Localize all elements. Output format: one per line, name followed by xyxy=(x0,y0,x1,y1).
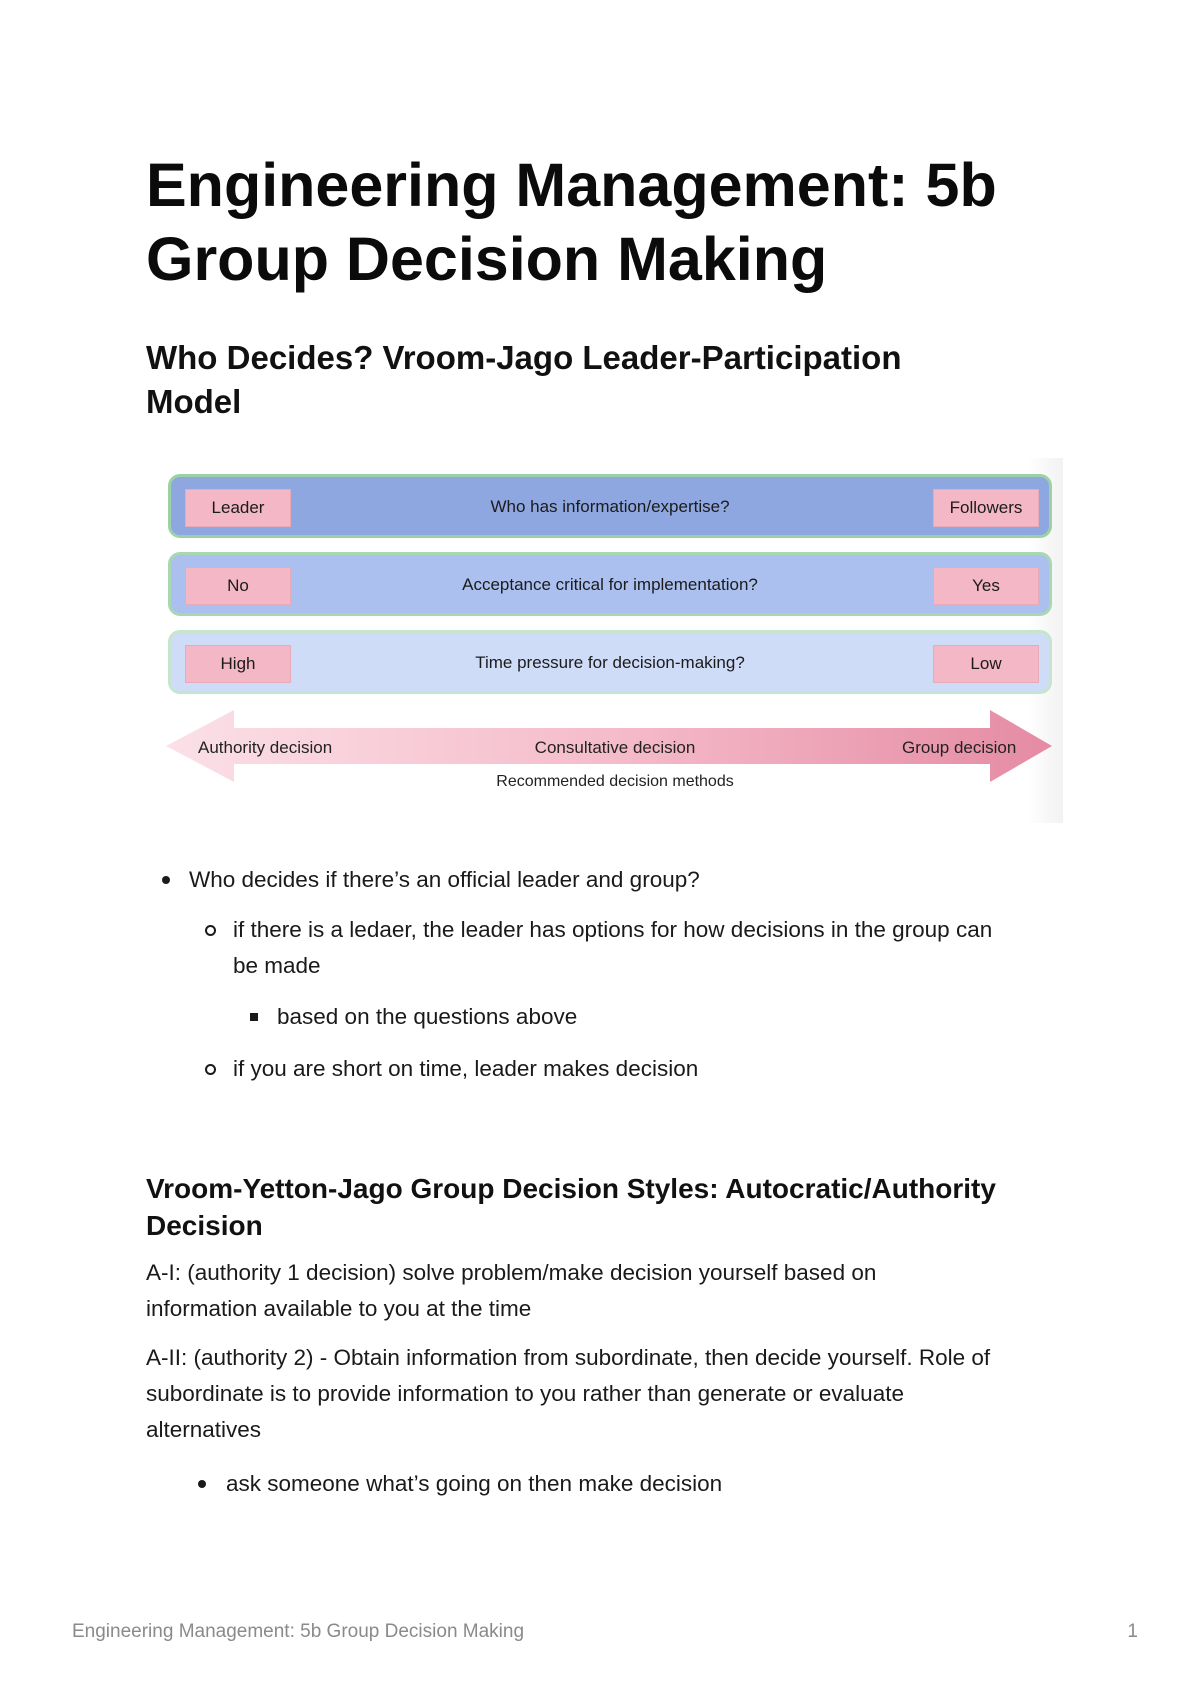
row-question: Time pressure for decision-making? xyxy=(475,653,745,672)
row-question: Acceptance critical for implementation? xyxy=(462,575,758,594)
list-item: Who decides if there’s an official leader and group? xyxy=(189,867,700,892)
bullet-dot-icon xyxy=(162,876,170,884)
arrow-label-consultative: Consultative decision xyxy=(534,738,696,757)
section-heading-line-2: Decision xyxy=(146,1210,263,1241)
paragraph-line-3: alternatives xyxy=(146,1417,262,1442)
arrow-label-group: Group decision xyxy=(902,738,1017,757)
row-left-label: No xyxy=(185,567,291,605)
page-title xyxy=(146,148,1106,296)
diagram-row-information xyxy=(168,474,1052,538)
page-title-line-2: Group Decision Making xyxy=(146,225,828,293)
list-item: based on the questions above xyxy=(277,1004,578,1029)
row-question: Who has information/expertise? xyxy=(490,497,730,516)
row-right-label: Yes xyxy=(933,567,1039,605)
paragraph-a2 xyxy=(146,1340,1066,1448)
paragraph-line-1: A-II: (authority 2) - Obtain information from subordinate, then decide yourself. Role of xyxy=(146,1345,991,1370)
row-right-label: Followers xyxy=(933,489,1039,527)
row-left-label: High xyxy=(185,645,291,683)
bullet-ring-icon xyxy=(205,925,216,936)
paragraph-a1 xyxy=(146,1255,1066,1327)
section-heading-line-1: Vroom-Yetton-Jago Group Decision Styles: Autocratic/Authority xyxy=(146,1173,996,1204)
section-heading-who-decides xyxy=(146,336,1076,424)
diagram-row-time-pressure xyxy=(168,630,1052,694)
section-heading-autocratic xyxy=(146,1170,1076,1244)
bullet-square-icon xyxy=(250,1013,258,1021)
row-right-label: Low xyxy=(933,645,1039,683)
list-item: if you are short on time, leader makes decision xyxy=(233,1056,699,1081)
leader-participation-diagram xyxy=(160,458,1063,823)
paragraph-line-1: A-I: (authority 1 decision) solve problem/make decision yourself based on xyxy=(146,1260,877,1285)
list-item-line-1: if there is a ledaer, the leader has options for how decisions in the group can xyxy=(233,917,993,942)
row-left-label: Leader xyxy=(185,489,291,527)
footer-title: Engineering Management: 5b Group Decision Making xyxy=(72,1621,525,1642)
diagram-row-acceptance xyxy=(168,552,1052,616)
section-heading-line-1: Who Decides? Vroom-Jago Leader-Participation xyxy=(146,339,902,376)
arrow-caption: Recommended decision methods xyxy=(496,773,734,790)
paragraph-line-2: subordinate is to provide information to you rather than generate or evaluate xyxy=(146,1381,904,1406)
list-item: ask someone what’s going on then make decision xyxy=(226,1471,723,1496)
paragraph-line-2: information available to you at the time xyxy=(146,1296,532,1321)
page-title-line-1: Engineering Management: 5b xyxy=(146,151,997,219)
bullet-ring-icon xyxy=(205,1064,216,1075)
arrow-label-authority: Authority decision xyxy=(198,738,333,757)
list-item xyxy=(233,912,1083,984)
page-number: 1 xyxy=(1127,1621,1138,1642)
section-heading-line-2: Model xyxy=(146,383,242,420)
list-item-line-2: be made xyxy=(233,953,321,978)
bullet-dot-icon xyxy=(198,1480,206,1488)
